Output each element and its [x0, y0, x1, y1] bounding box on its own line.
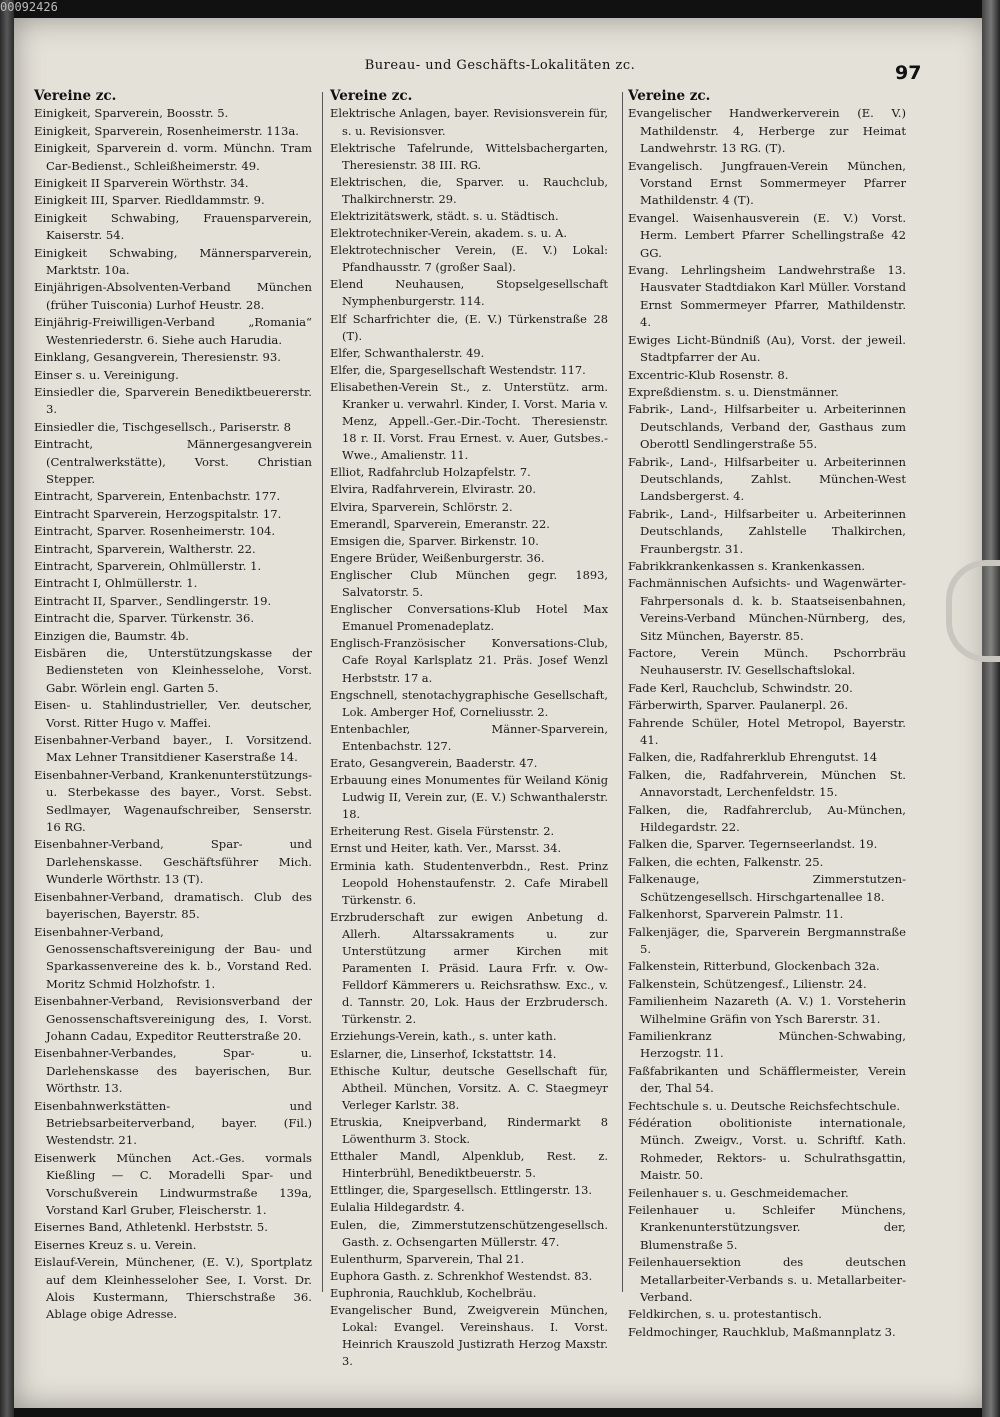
directory-entry: Expreßdienstm. s. u. Dienstmänner. [628, 384, 839, 399]
directory-entry: Etthaler Mandl, Alpenklub, Rest. z. Hinterbrühl, Benediktbeuerstr. 5. [330, 1149, 608, 1181]
directory-entry: Eintracht II, Sparver., Sendlingerstr. 19. [34, 593, 272, 608]
directory-entry: Etruskia, Kneipverband, Rindermarkt 8 Löwenthurm 3. Stock. [330, 1114, 608, 1147]
directory-entry: Evangelisch. Jungfrauen-Verein München, Vorstand Ernst Sommermeyer Pfarrer Mathildenstr. 4 (T). [628, 158, 906, 208]
directory-entry: Englischer Club München gegr. 1893, Salvatorstr. 5. [330, 567, 608, 600]
column-2 [330, 88, 608, 1370]
column-rule [622, 92, 623, 1292]
directory-entry: Elektrotechniker-Verein, akadem. s. u. A. [330, 226, 567, 241]
directory-entry: Eintracht die, Sparver. Türkenstr. 36. [34, 611, 255, 626]
directory-entry: Falken die, Sparver. Tegernseerlandst. 19. [628, 837, 878, 852]
directory-entry: Färberwirth, Sparver. Paulanerpl. 26. [628, 698, 849, 713]
directory-entry: Eintracht, Männergesangverein (Centralwerkstätte), Vorst. Christian Stepper. [34, 437, 312, 486]
column-heading: Vereine zc. [34, 88, 117, 104]
directory-entry: Elisabethen-Verein St., z. Unterstütz. arm. Kranker u. verwahrl. Kinder, I. Vorst. Maria v. Menz, Appell.-Ger.-Dir.-Tocht. Theresienstr. 18 r. II. Vorst. Frau Ernest. v. Auer, Gutsbes.-Wwe., Amalienstr. 11. [330, 379, 608, 463]
directory-entry: Ewiges Licht-Bündniß (Au), Vorst. der jeweil. Stadtpfarrer der Au. [628, 332, 906, 365]
directory-entry: Eisenbahner-Verband, Genossenschaftsvereinigung der Bau- und Sparkassenvereine des k. b., Vorstand Red. Moritz Schmid Holzhofstr. 1. [34, 924, 312, 991]
directory-entry: Eisenbahner-Verband, Spar- und Darlehenskasse. Geschäftsführer Mich. Wunderle Wörthstr. 13 (T). [34, 837, 312, 887]
directory-entry: Ethische Kultur, deutsche Gesellschaft für, Abtheil. München, Vorsitz. A. C. Staegmeyr Verleger Karlstr. 38. [330, 1063, 608, 1112]
directory-entry: Ernst und Heiter, kath. Ver., Marsst. 34. [330, 841, 562, 856]
directory-entry: Einigkeit Schwabing, Männersparverein, Marktstr. 10a. [34, 245, 312, 278]
column-1 [34, 88, 312, 1324]
directory-entry: Eisenbahner-Verbandes, Spar- u. Darlehenskasse des bayerischen, Bur. Wörthstr. 13. [34, 1046, 312, 1096]
directory-entry: Einigkeit II Sparverein Wörthstr. 34. [34, 176, 249, 191]
directory-entry: Eisbären die, Unterstützungskasse der Bediensteten von Kleinhesselohe, Vorst. Gabr. Wörlein engl. Garten 5. [34, 646, 312, 695]
directory-entry: Eintracht I, Ohlmüllerstr. 1. [34, 576, 198, 591]
directory-entry: Emsigen die, Sparver. Birkenstr. 10. [330, 533, 539, 548]
directory-entry: Einigkeit, Sparverein d. vorm. Münchn. Tram Car-Bedienst., Schleißheimerstr. 49. [34, 141, 312, 173]
directory-entry: Elvira, Sparverein, Schlörstr. 2. [330, 499, 513, 514]
column-heading: Vereine zc. [330, 88, 413, 104]
directory-entry: Eulalia Hildegardstr. 4. [330, 1200, 465, 1215]
paper-clip [946, 560, 1000, 662]
directory-entry: Engschnell, stenotachygraphische Gesellschaft, Lok. Amberger Hof, Corneliusstr. 2. [330, 687, 608, 719]
directory-entry: Feilenhauersektion des deutschen Metallarbeiter-Verbands s. u. Metallarbeiter-Verband. [628, 1255, 906, 1305]
directory-entry: Einjährig-Freiwilligen-Verband „Romania“ Westenriederstr. 6. Siehe auch Harudia. [34, 315, 312, 347]
directory-entry: Falkenauge, Zimmerstutzen-Schützengesellsch. Hirschgartenallee 18. [628, 872, 906, 904]
directory-entry: Elektrische Tafelrunde, Wittelsbachergarten, Theresienstr. 38 III. RG. [330, 140, 608, 172]
directory-entry: Euphronia, Rauchklub, Kochelbräu. [330, 1285, 537, 1300]
directory-entry: Faßfabrikanten und Schäfflermeister, Verein der, Thal 54. [628, 1063, 906, 1096]
directory-entry: Fachmännischen Aufsichts- und Wagenwärter-Fahrpersonals d. k. b. Staatseisenbahnen, Vereins-Verband München-Nürnberg, des, Sitz München, Bayerstr. 85. [628, 576, 906, 643]
directory-entry: Euphora Gasth. z. Schrenkhof Westendst. 83. [330, 1268, 593, 1283]
directory-entry: Feldkirchen, s. u. protestantisch. [628, 1307, 822, 1322]
directory-entry: Falkenhorst, Sparverein Palmstr. 11. [628, 907, 844, 922]
directory-entry: Eulenthurm, Sparverein, Thal 21. [330, 1251, 525, 1266]
directory-entry: Entenbachler, Männer-Sparverein, Entenbachstr. 127. [330, 721, 608, 753]
directory-entry: Eisen- u. Stahlindustrieller, Ver. deutscher, Vorst. Ritter Hugo v. Maffei. [34, 698, 312, 730]
page-edge-right [982, 0, 1000, 1417]
directory-entry: Elliot, Radfahrclub Holzapfelstr. 7. [330, 465, 531, 480]
directory-entry: Eisernes Kreuz s. u. Verein. [34, 1237, 197, 1252]
directory-entry: Falken, die, Radfahrverein, München St. Annavorstadt, Lerchenfeldstr. 15. [628, 767, 906, 800]
directory-entry: Evangelischer Bund, Zweigverein München, Lokal: Evangel. Vereinshaus. I. Vorst. Heinrich Krauszold Justizrath Herzog Maxstr. 3. [330, 1302, 608, 1369]
directory-entry: Eslarner, die, Linserhof, Ickstattstr. 14. [330, 1046, 557, 1061]
directory-entry: Factore, Verein Münch. Pschorrbräu Neuhauserstr. IV. Gesellschaftslokal. [628, 646, 906, 678]
directory-entry: Erminia kath. Studentenverbdn., Rest. Prinz Leopold Hohenstaufenstr. 2. Cafe Mirabell Türkenstr. 6. [330, 858, 608, 907]
directory-entry: Erheiterung Rest. Gisela Fürstenstr. 2. [330, 824, 555, 839]
directory-entry: Evangel. Waisenhausverein (E. V.) Vorst. Herm. Lembert Pfarrer Schellingstraße 42 GG. [628, 210, 906, 260]
directory-entry: Eintracht, Sparverein, Waltherstr. 22. [34, 541, 256, 556]
directory-entry: Fabrik-, Land-, Hilfsarbeiter u. Arbeiterinnen Deutschlands, Zahlstelle Thalkirchen, Fraunbergstr. 31. [628, 506, 906, 556]
directory-entry: Elektrischen, die, Sparver. u. Rauchclub, Thalkirchnerstr. 29. [330, 174, 608, 206]
directory-entry: Einklang, Gesangverein, Theresienstr. 93. [34, 350, 281, 365]
directory-entry: Engere Brüder, Weißenburgerstr. 36. [330, 550, 545, 565]
directory-entry: Eisenwerk München Act.-Ges. vormals Kießling — C. Moradelli Spar- und Vorschußverein Lindwurmstraße 139a, Vorstand Karl Gruber, Fleischerstr. 1. [34, 1150, 312, 1217]
directory-entry: Einjährigen-Absolventen-Verband München (früher Tuisconia) Lurhof Heustr. 28. [34, 280, 312, 312]
directory-entry: Englisch-Französischer Konversations-Club, Cafe Royal Karlsplatz 21. Präs. Josef Wenzl Herbststr. 17 a. [330, 636, 608, 685]
directory-entry: Elektrische Anlagen, bayer. Revisionsverein für, s. u. Revisionsver. [330, 106, 608, 138]
directory-entry: Erziehungs-Verein, kath., s. unter kath. [330, 1029, 557, 1044]
directory-entry: Eisenbahner-Verband bayer., I. Vorsitzend. Max Lehner Transitdiener Kaserstraße 14. [34, 733, 312, 765]
directory-entry: Elektrotechnischer Verein, (E. V.) Lokal: Pfandhausstr. 7 (großer Saal). [330, 243, 608, 275]
directory-entry: Eisenbahner-Verband, Krankenunterstützungs- u. Sterbekasse des bayer., Vorst. Sebst. Sedlmayer, Wagenaufschreiber, Senserstr. 16 RG. [34, 767, 312, 835]
directory-entry: Einigkeit III, Sparver. Riedldammstr. 9. [34, 193, 265, 208]
directory-entry: Eisenbahnwerkstätten- und Betriebsarbeiterverband, bayer. (Fil.) Westendstr. 21. [34, 1098, 312, 1148]
directory-entry: Eisenbahner-Verband, Revisionsverband der Genossenschaftsvereinigung des, I. Vorst. Johann Cadau, Expeditor Reutterstraße 20. [34, 994, 312, 1043]
directory-entry: Feldmochinger, Rauchklub, Maßmannplatz 3. [628, 1324, 896, 1339]
page-edge-left [0, 0, 14, 1417]
directory-entry: Eislauf-Verein, Münchener, (E. V.), Sportplatz auf dem Kleinhesseloher See, I. Vorst. Dr. Alois Kustermann, Thierschstraße 36. Ablage obige Adresse. [34, 1255, 312, 1322]
directory-entry: Fade Kerl, Rauchclub, Schwindstr. 20. [628, 680, 853, 695]
directory-entry: Feilenhauer u. Schleifer Münchens, Krankenunterstützungsver. der, Blumenstraße 5. [628, 1203, 906, 1252]
directory-entry: Eisenbahner-Verband, dramatisch. Club des bayerischen, Bayerstr. 85. [34, 889, 312, 922]
directory-entry: Einsiedler die, Tischgesellsch., Pariserstr. 8 [34, 419, 291, 434]
directory-entry: Familienheim Nazareth (A. V.) 1. Vorsteherin Wilhelmine Gräfin von Ysch Barerstr. 31. [628, 994, 906, 1026]
directory-entry: Erato, Gesangverein, Baaderstr. 47. [330, 755, 538, 770]
directory-entry: Falken, die echten, Falkenstr. 25. [628, 854, 824, 869]
directory-entry: Falken, die, Radfahrerclub, Au-München, Hildegardstr. 22. [628, 802, 906, 835]
directory-entry: Ettlinger, die, Spargesellsch. Ettlingerstr. 13. [330, 1183, 593, 1198]
directory-entry: Emerandl, Sparverein, Emeranstr. 22. [330, 516, 550, 531]
directory-entry: Englischer Conversations-Klub Hotel Max Emanuel Promenadeplatz. [330, 602, 608, 634]
directory-entry: Einigkeit, Sparverein, Rosenheimerstr. 113a. [34, 123, 299, 138]
directory-entry: Elvira, Radfahrverein, Elvirastr. 20. [330, 482, 537, 497]
directory-entry: Einsiedler die, Sparverein Benediktbeuererstr. 3. [34, 384, 312, 417]
directory-entry: Elfer, Schwanthalerstr. 49. [330, 345, 485, 360]
directory-entry: Eintracht, Sparverein, Ohlmüllerstr. 1. [34, 558, 262, 573]
directory-entry: Eulen, die, Zimmerstutzenschützengesellsch. Gasth. z. Ochsengarten Müllerstr. 47. [330, 1217, 608, 1249]
directory-entry: Eintracht, Sparver. Rosenheimerstr. 104. [34, 524, 276, 539]
directory-entry: Familienkranz München-Schwabing, Herzogstr. 11. [628, 1028, 906, 1061]
directory-entry: Erzbruderschaft zur ewigen Anbetung d. Allerh. Altarssakraments u. zur Unterstützung armer Kirchen mit Paramenten I. Präsid. Laura Frfr. v. Ow-Felldorf Kämmerers u. Reichsrathsw. Exc., v. d. Tannstr. 20, Lok. Haus der Erzbrudersch. Türkenstr. 2. [330, 909, 608, 1027]
directory-entry: Excentric-Klub Rosenstr. 8. [628, 367, 789, 382]
directory-entry: Erbauung eines Monumentes für Weiland König Ludwig II, Verein zur, (E. V.) Schwanthalerstr. 18. [330, 773, 608, 822]
directory-entry: Einzigen die, Baumstr. 4b. [34, 628, 189, 643]
directory-entry: Fabrik-, Land-, Hilfsarbeiter u. Arbeiterinnen Deutschlands, Verband der, Gasthaus zum Oberottl Sendlingerstraße 55. [628, 402, 906, 452]
running-head: Bureau- und Geschäfts-Lokalitäten zc. [364, 58, 636, 73]
directory-entry: Einigkeit, Sparverein, Boosstr. 5. [34, 106, 229, 121]
directory-entry: Feilenhauer s. u. Geschmeidemacher. [628, 1185, 849, 1200]
directory-entry: Evangelischer Handwerkerverein (E. V.) Mathildenstr. 4, Herberge zur Heimat Landwehrstr. 13 RG. (T). [628, 106, 906, 156]
directory-entry: Eintracht Sparverein, Herzogspitalstr. 17. [34, 506, 282, 521]
directory-entry: Einigkeit Schwabing, Frauensparverein, Kaiserstr. 54. [34, 210, 312, 243]
archive-id: 00092426 [0, 0, 58, 14]
directory-entry: Fédération obolitioniste internationale, Münch. Zweigv., Vorst. u. Schriftf. Kath. Rohmeder, Rektors- u. Schulrathsgattin, Maistr. 50. [628, 1115, 906, 1183]
directory-entry: Fechtschule s. u. Deutsche Reichsfechtschule. [628, 1098, 901, 1113]
directory-entry: Fahrende Schüler, Hotel Metropol, Bayerstr. 41. [628, 715, 906, 748]
column-rule [322, 92, 323, 1292]
directory-entry: Evang. Lehrlingsheim Landwehrstraße 13. Hausvater Stadtdiakon Karl Müller. Vorstand Ernst Sommermeyer Pfarrer, Mathildenstr. 4. [628, 263, 906, 330]
directory-entry: Elfer, die, Spargesellschaft Westendstr. 117. [330, 362, 586, 377]
directory-entry: Einser s. u. Vereinigung. [34, 367, 179, 382]
directory-entry: Elf Scharfrichter die, (E. V.) Türkenstraße 28 (T). [330, 311, 608, 343]
directory-entry: Falkenstein, Schützengesf., Lilienstr. 24. [628, 976, 867, 991]
column-3 [628, 88, 906, 1341]
directory-entry: Elend Neuhausen, Stopselgesellschaft Nymphenburgerstr. 114. [330, 277, 608, 309]
directory-entry: Falken, die, Radfahrerklub Ehrengutst. 14 [628, 750, 878, 765]
directory-entry: Eintracht, Sparverein, Entenbachstr. 177. [34, 489, 281, 504]
column-heading: Vereine zc. [628, 88, 711, 104]
directory-entry: Falkenjäger, die, Sparverein Bergmannstraße 5. [628, 924, 906, 956]
directory-entry: Fabrikkrankenkassen s. Krankenkassen. [628, 558, 866, 573]
directory-entry: Falkenstein, Ritterbund, Glockenbach 32a. [628, 959, 880, 974]
directory-entry: Eisernes Band, Athletenkl. Herbststr. 5. [34, 1220, 268, 1235]
directory-entry: Elektrizitätswerk, städt. s. u. Städtisch. [330, 208, 559, 223]
directory-entry: Fabrik-, Land-, Hilfsarbeiter u. Arbeiterinnen Deutschlands, Zahlst. München-West Landsbergerst. 4. [628, 454, 906, 504]
page-number: 97 [895, 62, 922, 84]
